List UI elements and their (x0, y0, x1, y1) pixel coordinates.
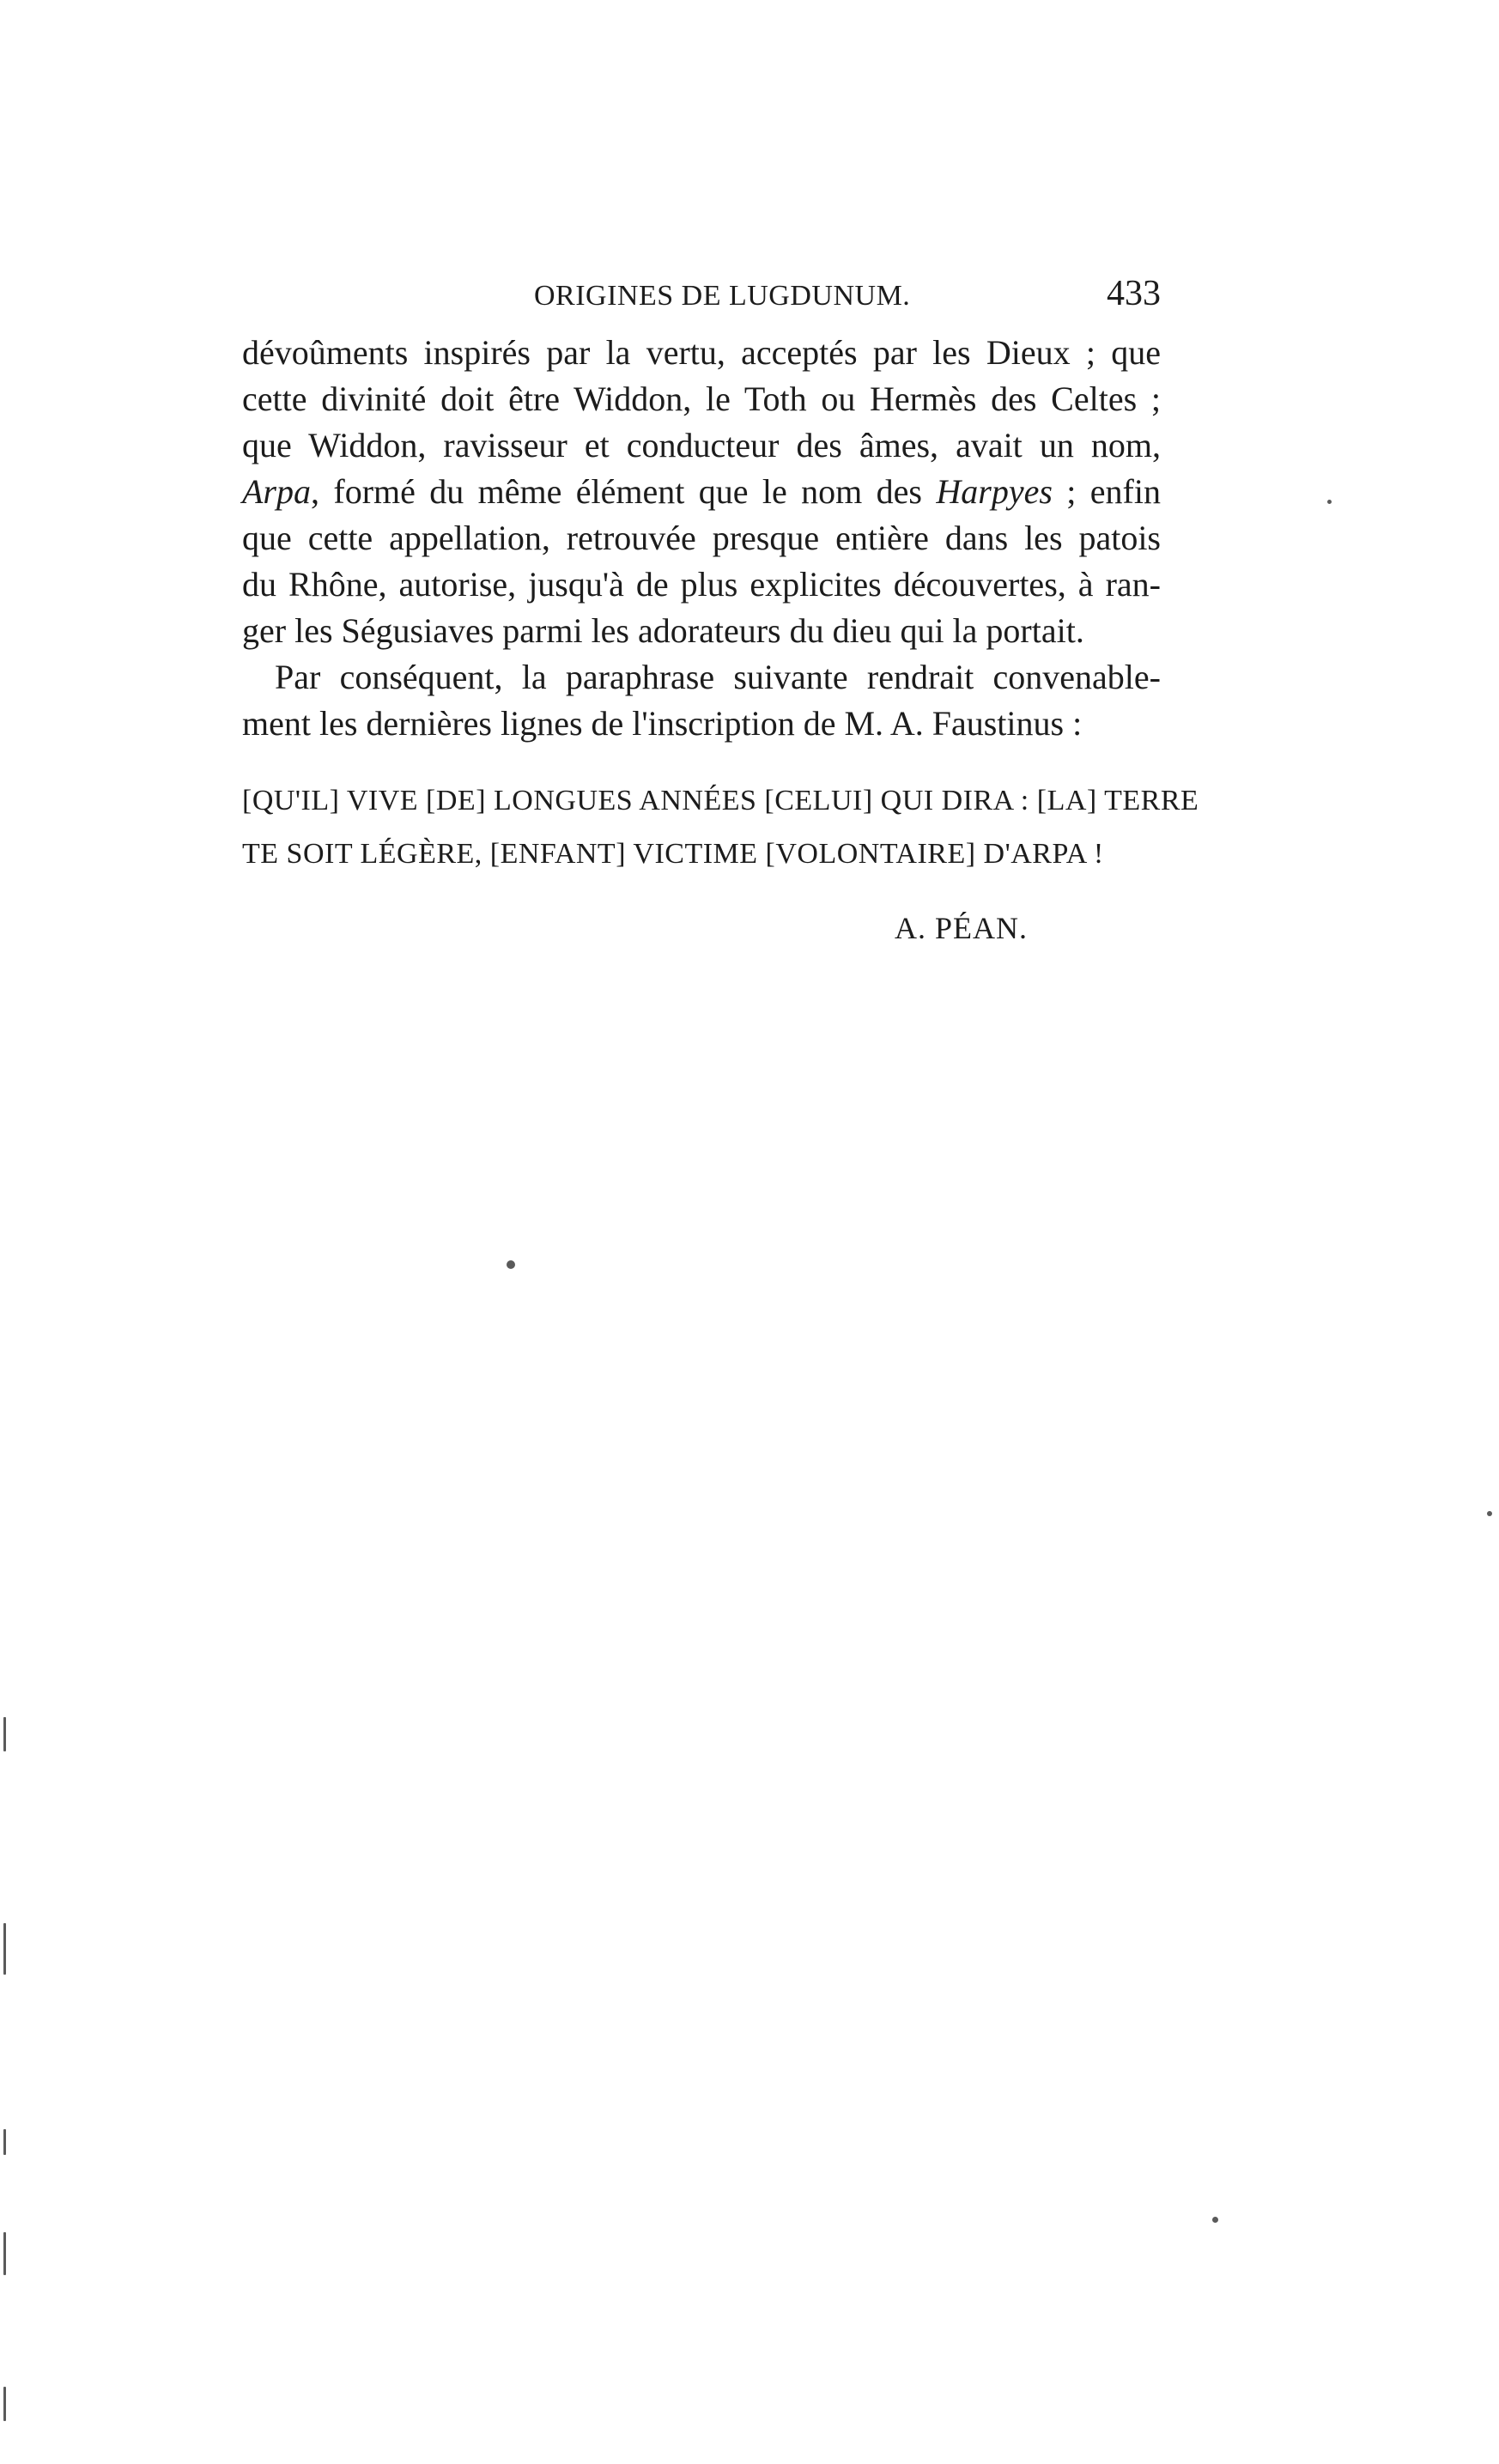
text-line (242, 469, 1161, 515)
page-number: 433 (1107, 274, 1161, 313)
text-fragment: ; enfin (1052, 472, 1161, 511)
scan-speck (1212, 2217, 1218, 2223)
scan-speck (3, 1923, 6, 1975)
inscription-paraphrase (242, 774, 1199, 881)
text-line: du Rhône, autorise, jusqu'à de plus explicites découvertes, à ran- (242, 565, 1161, 604)
scan-speck (1327, 500, 1332, 504)
page-header (242, 273, 1161, 316)
body-paragraphs (242, 330, 1161, 747)
text-line: ger les Ségusiaves parmi les adorateurs du dieu qui la portait. (242, 611, 1084, 650)
inscription-line: [QU'IL] VIVE [DE] LONGUES ANNÉES [CELUI] QUI DIRA : [LA] TERRE (242, 785, 1199, 816)
scan-speck (3, 2232, 6, 2275)
text-line: cette divinité doit être Widdon, le Toth ou Hermès des Celtes ; (242, 379, 1161, 418)
text-line: que cette appellation, retrouvée presque entière dans les patois (242, 519, 1161, 557)
text-line: ment les dernières lignes de l'inscription de M. A. Faustinus : (242, 704, 1083, 743)
italic-term: Harpyes (936, 472, 1053, 511)
scan-speck (3, 2387, 6, 2421)
scan-speck (3, 1717, 6, 1751)
inscription-line: TE SOIT LÉGÈRE, [ENFANT] VICTIME [VOLONTAIRE] D'ARPA ! (242, 838, 1104, 870)
scan-speck (3, 2129, 6, 2155)
scan-speck (1487, 1511, 1492, 1516)
scan-speck (507, 1260, 515, 1269)
running-head: ORIGINES DE LUGDUNUM. (534, 280, 911, 312)
text-line: dévoûments inspirés par la vertu, acceptés par les Dieux ; que (242, 333, 1161, 372)
italic-term: Arpa (242, 472, 311, 511)
text-line: Par conséquent, la paraphrase suivante rendrait convenable- (275, 658, 1161, 696)
author-signature: A. PÉAN. (895, 911, 1029, 945)
text-fragment: , formé du même élément que le nom des (311, 472, 937, 511)
text-line: que Widdon, ravisseur et conducteur des âmes, avait un nom, (242, 426, 1161, 464)
